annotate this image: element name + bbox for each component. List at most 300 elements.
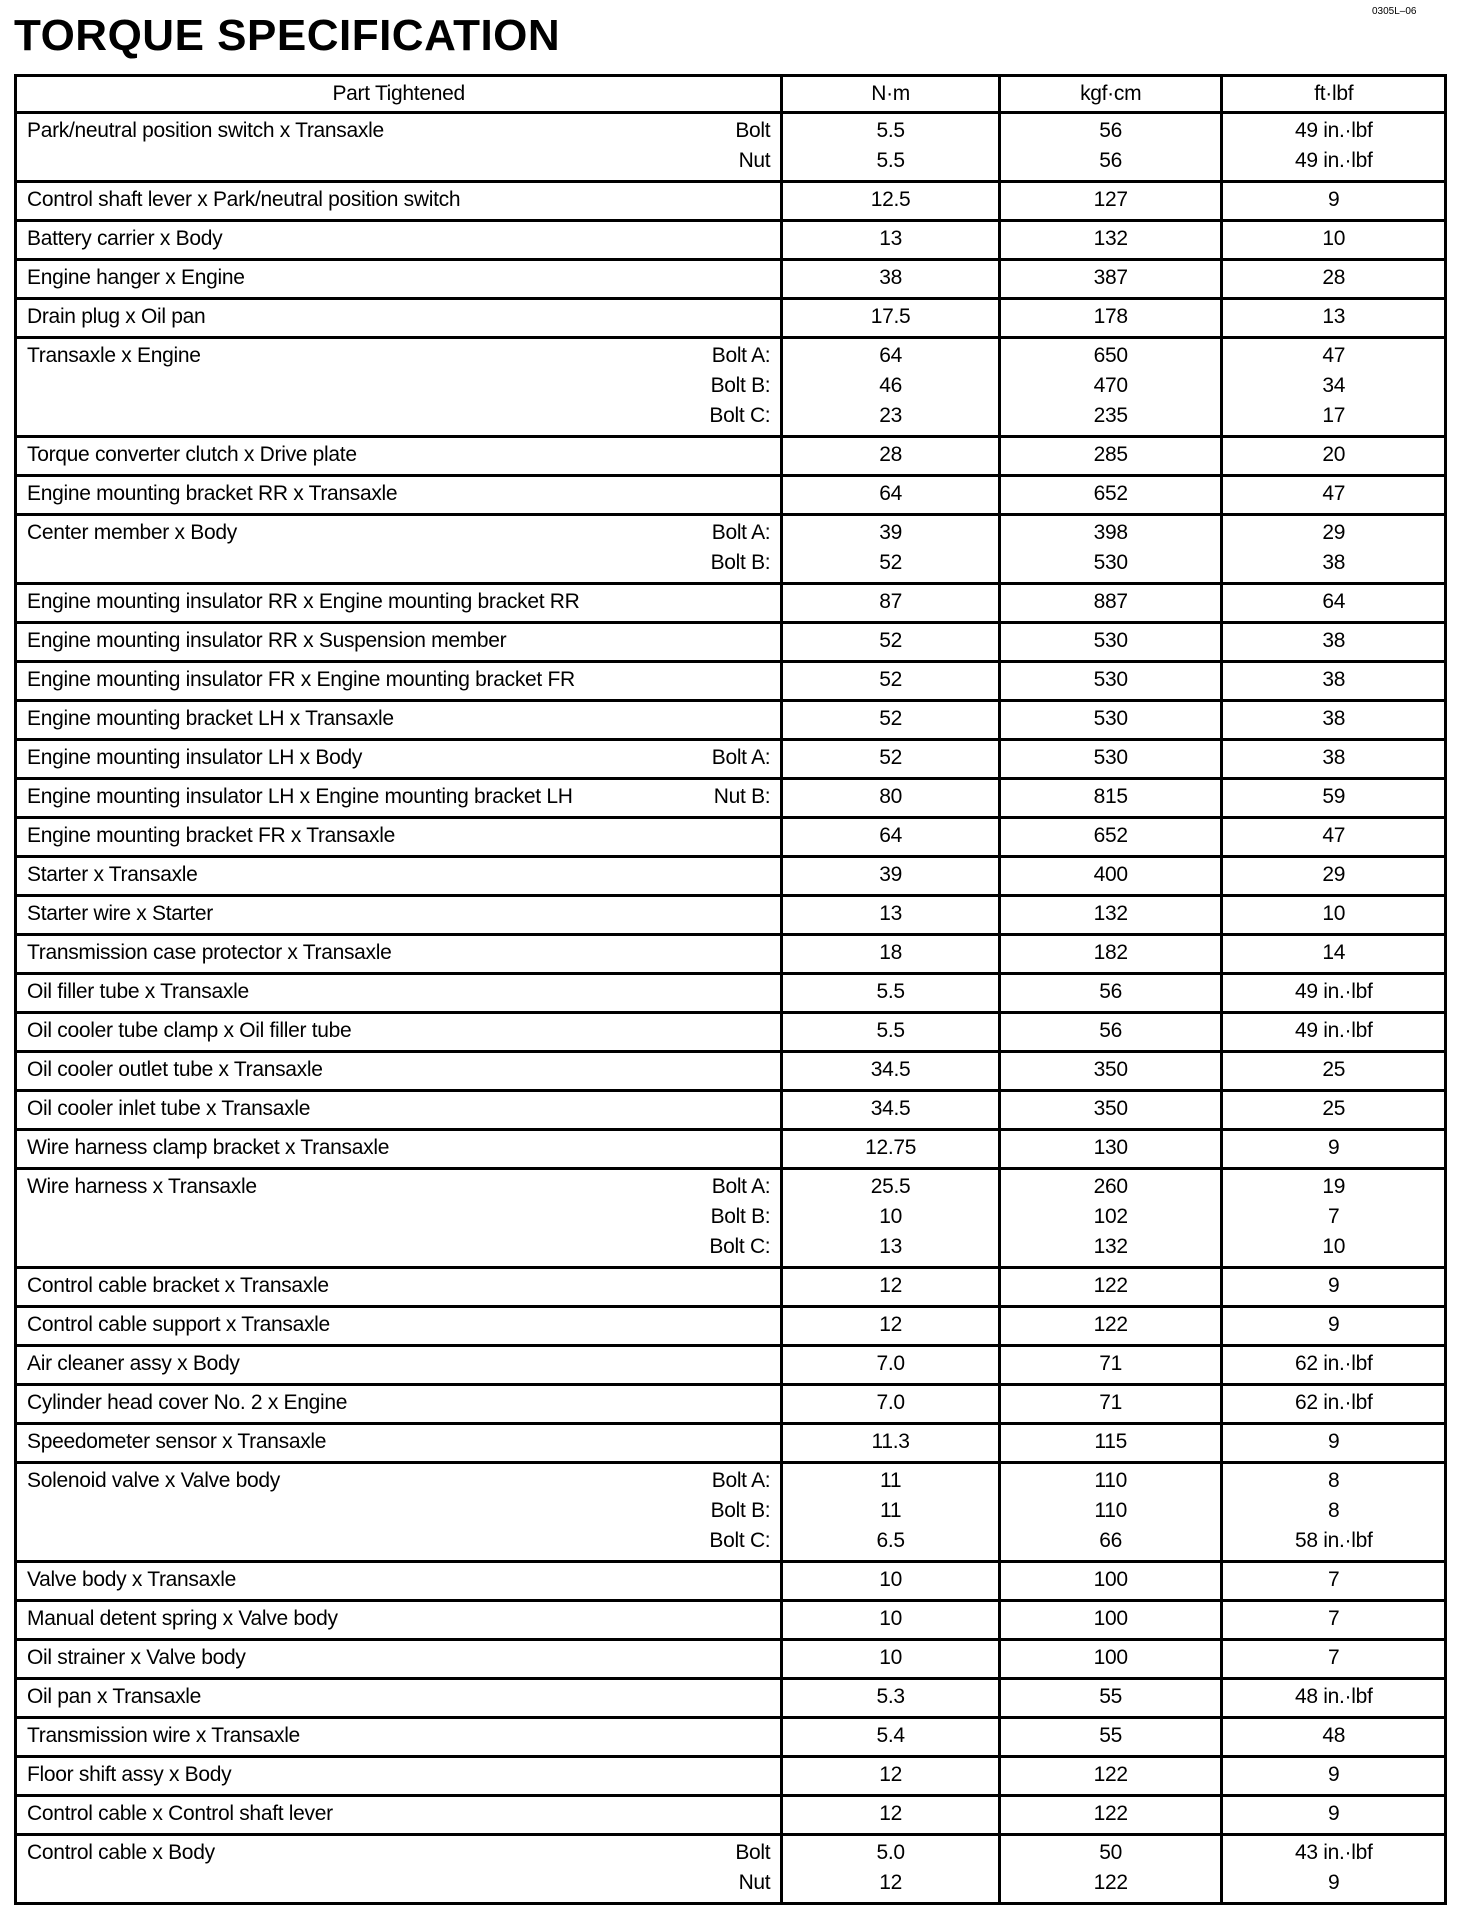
- part-name: Drain plug x Oil pan: [27, 305, 206, 328]
- ft-lbf-value-cell: [1222, 1463, 1446, 1562]
- nm-value: 5.3: [876, 1685, 905, 1708]
- part-tightened-cell: [16, 1463, 782, 1562]
- part-name: Control cable support x Transaxle: [27, 1313, 330, 1336]
- kgf-cm-value: 71: [1099, 1391, 1123, 1414]
- ft-lbf-value: 9: [1328, 1274, 1340, 1297]
- ft-lbf-value-cell: [1222, 1562, 1446, 1601]
- table-row: [16, 182, 1446, 221]
- ft-lbf-value: 9: [1328, 1136, 1340, 1159]
- part-tightened-cell: [16, 113, 782, 182]
- kgf-cm-value-cell: [999, 1268, 1222, 1307]
- kgf-cm-value: 122: [1093, 1871, 1128, 1894]
- kgf-cm-value-cell: [999, 896, 1222, 935]
- table-row: [16, 338, 1446, 437]
- kgf-cm-value-cell: [999, 437, 1222, 476]
- kgf-cm-value-cell: [999, 1130, 1222, 1169]
- kgf-cm-value-cell: [999, 1052, 1222, 1091]
- part-name: Control cable x Control shaft lever: [27, 1802, 333, 1825]
- table-row: [16, 476, 1446, 515]
- fastener-label: Bolt B:: [710, 1205, 771, 1228]
- ft-lbf-value: 9: [1328, 1871, 1340, 1894]
- table-row: [16, 1091, 1446, 1130]
- kgf-cm-value: 650: [1093, 344, 1128, 367]
- nm-value-cell: [782, 299, 1000, 338]
- part-tightened-cell: [16, 260, 782, 299]
- nm-value-cell: [782, 1562, 1000, 1601]
- ft-lbf-value: 29: [1322, 521, 1346, 544]
- ft-lbf-value-cell: [1222, 1052, 1446, 1091]
- nm-value-cell: [782, 662, 1000, 701]
- nm-value-cell: [782, 182, 1000, 221]
- part-tightened-cell: [16, 1346, 782, 1385]
- ft-lbf-value-cell: [1222, 1835, 1446, 1904]
- ft-lbf-value: 49 in.·lbf: [1294, 980, 1373, 1003]
- table-row: [16, 701, 1446, 740]
- ft-lbf-value: 43 in.·lbf: [1294, 1841, 1373, 1864]
- part-tightened-cell: [16, 1679, 782, 1718]
- part-tightened-cell: [16, 662, 782, 701]
- nm-value: 80: [879, 785, 902, 808]
- ft-lbf-value-cell: [1222, 623, 1446, 662]
- table-row: [16, 935, 1446, 974]
- part-tightened-cell: [16, 974, 782, 1013]
- table-row: [16, 1307, 1446, 1346]
- nm-value-cell: [782, 1640, 1000, 1679]
- nm-value-cell: [782, 1835, 1000, 1904]
- fastener-label: Bolt A:: [711, 521, 771, 544]
- kgf-cm-value: 115: [1094, 1430, 1127, 1453]
- ft-lbf-value: 10: [1322, 227, 1346, 250]
- nm-value: 5.0: [876, 1841, 905, 1864]
- ft-lbf-value: 49 in.·lbf: [1294, 119, 1373, 142]
- nm-value: 10: [879, 1607, 902, 1630]
- nm-value: 34.5: [870, 1058, 911, 1081]
- nm-value-cell: [782, 701, 1000, 740]
- ft-lbf-value-cell: [1222, 857, 1446, 896]
- ft-lbf-value: 8: [1328, 1469, 1340, 1492]
- part-tightened-cell: [16, 1169, 782, 1268]
- part-name: Engine mounting insulator FR x Engine mounting bracket FR: [27, 668, 575, 691]
- kgf-cm-value: 182: [1093, 941, 1128, 964]
- fastener-label: Nut B:: [713, 785, 771, 808]
- ft-lbf-value-cell: [1222, 1268, 1446, 1307]
- nm-value: 5.5: [876, 1019, 905, 1042]
- ft-lbf-value-cell: [1222, 299, 1446, 338]
- part-name: Valve body x Transaxle: [27, 1568, 236, 1591]
- fastener-list: [709, 339, 770, 435]
- nm-value-cell: [782, 476, 1000, 515]
- table-row: [16, 1052, 1446, 1091]
- table-row: [16, 1796, 1446, 1835]
- part-tightened-cell: [16, 476, 782, 515]
- nm-value-cell: [782, 1268, 1000, 1307]
- nm-value: 52: [879, 668, 902, 691]
- part-tightened-cell: [16, 515, 782, 584]
- nm-value: 7.0: [876, 1391, 905, 1414]
- fastener-label: Bolt A:: [711, 746, 771, 769]
- nm-value-cell: [782, 260, 1000, 299]
- nm-value: 87: [879, 590, 902, 613]
- kgf-cm-value: 71: [1099, 1352, 1123, 1375]
- ft-lbf-value: 9: [1328, 1430, 1340, 1453]
- kgf-cm-value: 235: [1093, 404, 1128, 427]
- table-row: [16, 779, 1446, 818]
- part-name: Control shaft lever x Park/neutral position switch: [27, 188, 461, 211]
- ft-lbf-value-cell: [1222, 896, 1446, 935]
- ft-lbf-value: 10: [1322, 1235, 1346, 1258]
- part-tightened-cell: [16, 935, 782, 974]
- ft-lbf-value: 14: [1322, 941, 1346, 964]
- kgf-cm-value: 530: [1093, 551, 1128, 574]
- kgf-cm-value-cell: [999, 740, 1222, 779]
- part-name: Park/neutral position switch x Transaxle: [27, 119, 384, 142]
- part-name: Control cable bracket x Transaxle: [27, 1274, 329, 1297]
- table-row: [16, 740, 1446, 779]
- ft-lbf-value: 9: [1328, 188, 1340, 211]
- nm-value: 52: [879, 746, 902, 769]
- kgf-cm-value-cell: [999, 1718, 1222, 1757]
- document-code: 0305L–06: [1372, 6, 1417, 17]
- part-name: Engine mounting bracket LH x Transaxle: [27, 707, 394, 730]
- kgf-cm-value-cell: [999, 476, 1222, 515]
- part-name: Wire harness clamp bracket x Transaxle: [27, 1136, 390, 1159]
- nm-value: 5.5: [876, 980, 905, 1003]
- table-row: [16, 113, 1446, 182]
- nm-value: 25.5: [870, 1175, 911, 1198]
- nm-value: 11: [880, 1499, 902, 1522]
- nm-value: 12: [879, 1274, 902, 1297]
- kgf-cm-value: 110: [1094, 1499, 1127, 1522]
- kgf-cm-value: 56: [1099, 119, 1123, 142]
- nm-value-cell: [782, 857, 1000, 896]
- ft-lbf-value-cell: [1222, 662, 1446, 701]
- nm-value-cell: [782, 221, 1000, 260]
- table-row: [16, 1601, 1446, 1640]
- table-row: [16, 1835, 1446, 1904]
- fastener-label: Nut: [738, 149, 771, 172]
- kgf-cm-value-cell: [999, 1307, 1222, 1346]
- kgf-cm-value-cell: [999, 221, 1222, 260]
- nm-value: 13: [879, 1235, 902, 1258]
- table-row: [16, 1679, 1446, 1718]
- kgf-cm-value-cell: [999, 935, 1222, 974]
- fastener-list: [714, 780, 771, 816]
- ft-lbf-value-cell: [1222, 1346, 1446, 1385]
- nm-value-cell: [782, 1385, 1000, 1424]
- ft-lbf-value: 47: [1322, 824, 1346, 847]
- part-tightened-cell: [16, 818, 782, 857]
- nm-value: 12: [879, 1871, 902, 1894]
- part-tightened-cell: [16, 1385, 782, 1424]
- table-header-row: [16, 76, 1446, 113]
- ft-lbf-value: 59: [1322, 785, 1346, 808]
- kgf-cm-value: 530: [1093, 668, 1128, 691]
- part-tightened-cell: [16, 701, 782, 740]
- ft-lbf-value-cell: [1222, 476, 1446, 515]
- part-tightened-cell: [16, 857, 782, 896]
- part-name: Engine mounting insulator RR x Engine mounting bracket RR: [27, 590, 580, 613]
- nm-value-cell: [782, 1130, 1000, 1169]
- nm-value: 10: [879, 1568, 902, 1591]
- kgf-cm-value: 530: [1093, 746, 1128, 769]
- ft-lbf-value-cell: [1222, 740, 1446, 779]
- nm-value-cell: [782, 623, 1000, 662]
- part-tightened-cell: [16, 1601, 782, 1640]
- ft-lbf-value: 38: [1322, 551, 1346, 574]
- nm-value: 64: [879, 482, 902, 505]
- kgf-cm-value: 260: [1093, 1175, 1128, 1198]
- part-tightened-cell: [16, 896, 782, 935]
- ft-lbf-value-cell: [1222, 1130, 1446, 1169]
- part-tightened-cell: [16, 1757, 782, 1796]
- nm-value-cell: [782, 1718, 1000, 1757]
- nm-value: 52: [879, 551, 902, 574]
- nm-value-cell: [782, 779, 1000, 818]
- nm-value-cell: [782, 437, 1000, 476]
- part-name: Oil cooler inlet tube x Transaxle: [27, 1097, 311, 1120]
- part-tightened-cell: [16, 1268, 782, 1307]
- table-row: [16, 1385, 1446, 1424]
- fastener-label: Nut: [738, 1871, 771, 1894]
- header-kgf-cm: kgf·cm: [999, 76, 1222, 113]
- kgf-cm-value: 122: [1093, 1313, 1128, 1336]
- kgf-cm-value-cell: [999, 1013, 1222, 1052]
- part-name: Transmission case protector x Transaxle: [27, 941, 392, 964]
- ft-lbf-value-cell: [1222, 1385, 1446, 1424]
- part-name: Engine mounting insulator LH x Engine mounting bracket LH: [27, 785, 573, 808]
- nm-value: 17.5: [870, 305, 911, 328]
- kgf-cm-value: 350: [1093, 1097, 1128, 1120]
- nm-value-cell: [782, 1346, 1000, 1385]
- kgf-cm-value: 55: [1099, 1685, 1123, 1708]
- nm-value: 12: [879, 1313, 902, 1336]
- ft-lbf-value: 38: [1322, 629, 1346, 652]
- nm-value: 5.5: [876, 119, 905, 142]
- table-row: [16, 1169, 1446, 1268]
- nm-value-cell: [782, 740, 1000, 779]
- ft-lbf-value: 28: [1322, 266, 1346, 289]
- header-part-tightened: Part Tightened: [16, 76, 782, 113]
- ft-lbf-value-cell: [1222, 1013, 1446, 1052]
- fastener-label: Bolt C:: [709, 1235, 771, 1258]
- kgf-cm-value: 66: [1099, 1529, 1123, 1552]
- part-name: Center member x Body: [27, 521, 237, 544]
- nm-value: 52: [879, 629, 902, 652]
- ft-lbf-value: 19: [1322, 1175, 1346, 1198]
- kgf-cm-value: 56: [1099, 1019, 1123, 1042]
- nm-value-cell: [782, 818, 1000, 857]
- part-name: Speedometer sensor x Transaxle: [27, 1430, 327, 1453]
- table-row: [16, 299, 1446, 338]
- ft-lbf-value-cell: [1222, 701, 1446, 740]
- part-name: Oil filler tube x Transaxle: [27, 980, 249, 1003]
- ft-lbf-value-cell: [1222, 437, 1446, 476]
- fastener-label: Bolt C:: [709, 1529, 771, 1552]
- kgf-cm-value: 530: [1093, 707, 1128, 730]
- kgf-cm-value-cell: [999, 584, 1222, 623]
- table-row: [16, 623, 1446, 662]
- part-tightened-cell: [16, 1562, 782, 1601]
- part-name: Control cable x Body: [27, 1841, 215, 1864]
- nm-value: 46: [879, 374, 902, 397]
- table-row: [16, 1424, 1446, 1463]
- kgf-cm-value: 132: [1093, 1235, 1128, 1258]
- fastener-list: [711, 516, 771, 582]
- fastener-list: [735, 114, 770, 180]
- kgf-cm-value-cell: [999, 779, 1222, 818]
- nm-value: 23: [879, 404, 902, 427]
- part-name: Transmission wire x Transaxle: [27, 1724, 300, 1747]
- kgf-cm-value-cell: [999, 662, 1222, 701]
- kgf-cm-value-cell: [999, 1796, 1222, 1835]
- part-name: Engine mounting insulator RR x Suspension member: [27, 629, 507, 652]
- part-tightened-cell: [16, 338, 782, 437]
- nm-value: 10: [879, 1646, 902, 1669]
- table-row: [16, 1640, 1446, 1679]
- kgf-cm-value: 887: [1093, 590, 1128, 613]
- kgf-cm-value: 530: [1093, 629, 1128, 652]
- table-row: [16, 818, 1446, 857]
- part-name: Oil pan x Transaxle: [27, 1685, 202, 1708]
- part-name: Battery carrier x Body: [27, 227, 223, 250]
- ft-lbf-value: 47: [1322, 482, 1346, 505]
- nm-value: 12.75: [865, 1136, 917, 1159]
- part-name: Engine mounting bracket FR x Transaxle: [27, 824, 395, 847]
- ft-lbf-value-cell: [1222, 338, 1446, 437]
- nm-value-cell: [782, 1757, 1000, 1796]
- kgf-cm-value: 102: [1093, 1205, 1128, 1228]
- ft-lbf-value-cell: [1222, 818, 1446, 857]
- part-name: Starter wire x Starter: [27, 902, 213, 925]
- ft-lbf-value: 62 in.·lbf: [1294, 1391, 1373, 1414]
- nm-value: 6.5: [876, 1529, 905, 1552]
- ft-lbf-value-cell: [1222, 182, 1446, 221]
- fastener-label: Bolt C:: [709, 404, 771, 427]
- ft-lbf-value: 58 in.·lbf: [1294, 1529, 1373, 1552]
- kgf-cm-value-cell: [999, 1424, 1222, 1463]
- ft-lbf-value-cell: [1222, 221, 1446, 260]
- kgf-cm-value: 127: [1093, 188, 1128, 211]
- kgf-cm-value: 350: [1093, 1058, 1128, 1081]
- ft-lbf-value: 48: [1322, 1724, 1346, 1747]
- kgf-cm-value-cell: [999, 1169, 1222, 1268]
- fastener-list: [712, 741, 771, 777]
- ft-lbf-value: 38: [1322, 746, 1346, 769]
- nm-value-cell: [782, 974, 1000, 1013]
- kgf-cm-value: 130: [1093, 1136, 1128, 1159]
- kgf-cm-value-cell: [999, 182, 1222, 221]
- nm-value-cell: [782, 1796, 1000, 1835]
- kgf-cm-value: 50: [1099, 1841, 1123, 1864]
- part-tightened-cell: [16, 1424, 782, 1463]
- ft-lbf-value-cell: [1222, 1601, 1446, 1640]
- nm-value: 18: [879, 941, 902, 964]
- kgf-cm-value-cell: [999, 113, 1222, 182]
- kgf-cm-value: 652: [1093, 824, 1128, 847]
- fastener-label: Bolt: [735, 119, 771, 142]
- kgf-cm-value: 122: [1093, 1763, 1128, 1786]
- ft-lbf-value-cell: [1222, 1091, 1446, 1130]
- ft-lbf-value: 47: [1322, 344, 1346, 367]
- part-tightened-cell: [16, 779, 782, 818]
- part-tightened-cell: [16, 1835, 782, 1904]
- table-row: [16, 1268, 1446, 1307]
- kgf-cm-value-cell: [999, 1601, 1222, 1640]
- fastener-label: Bolt B:: [710, 1499, 771, 1522]
- kgf-cm-value: 122: [1093, 1274, 1128, 1297]
- part-tightened-cell: [16, 1052, 782, 1091]
- nm-value: 7.0: [876, 1352, 905, 1375]
- ft-lbf-value: 25: [1322, 1058, 1346, 1081]
- kgf-cm-value: 122: [1093, 1802, 1128, 1825]
- ft-lbf-value-cell: [1222, 1679, 1446, 1718]
- part-tightened-cell: [16, 740, 782, 779]
- ft-lbf-value-cell: [1222, 1169, 1446, 1268]
- table-row: [16, 662, 1446, 701]
- nm-value-cell: [782, 896, 1000, 935]
- torque-spec-table: [14, 74, 1447, 1905]
- page-title: TORQUE SPECIFICATION: [14, 11, 561, 60]
- part-tightened-cell: [16, 1013, 782, 1052]
- part-name: Engine mounting insulator LH x Body: [27, 746, 363, 769]
- ft-lbf-value: 25: [1322, 1097, 1346, 1120]
- fastener-label: Bolt A:: [711, 1175, 771, 1198]
- fastener-list: [709, 1170, 770, 1266]
- part-name: Floor shift assy x Body: [27, 1763, 232, 1786]
- kgf-cm-value-cell: [999, 974, 1222, 1013]
- kgf-cm-value-cell: [999, 857, 1222, 896]
- nm-value-cell: [782, 338, 1000, 437]
- ft-lbf-value: 8: [1328, 1499, 1340, 1522]
- fastener-label: Bolt: [735, 1841, 771, 1864]
- fastener-label: Bolt A:: [711, 344, 771, 367]
- kgf-cm-value-cell: [999, 623, 1222, 662]
- ft-lbf-value: 29: [1322, 863, 1346, 886]
- kgf-cm-value-cell: [999, 1463, 1222, 1562]
- table-row: [16, 260, 1446, 299]
- ft-lbf-value: 62 in.·lbf: [1294, 1352, 1373, 1375]
- part-tightened-cell: [16, 1307, 782, 1346]
- kgf-cm-value-cell: [999, 1679, 1222, 1718]
- nm-value-cell: [782, 1052, 1000, 1091]
- table-row: [16, 515, 1446, 584]
- table-body: [16, 113, 1446, 1904]
- kgf-cm-value: 100: [1093, 1568, 1128, 1591]
- kgf-cm-value: 55: [1099, 1724, 1123, 1747]
- ft-lbf-value-cell: [1222, 515, 1446, 584]
- ft-lbf-value-cell: [1222, 1640, 1446, 1679]
- fastener-label: Bolt A:: [711, 1469, 771, 1492]
- kgf-cm-value-cell: [999, 1757, 1222, 1796]
- kgf-cm-value: 56: [1099, 980, 1123, 1003]
- nm-value: 5.5: [876, 149, 905, 172]
- table-row: [16, 974, 1446, 1013]
- nm-value: 12: [879, 1763, 902, 1786]
- part-name: Starter x Transaxle: [27, 863, 198, 886]
- nm-value-cell: [782, 1091, 1000, 1130]
- nm-value-cell: [782, 1463, 1000, 1562]
- ft-lbf-value: 48 in.·lbf: [1294, 1685, 1373, 1708]
- ft-lbf-value: 10: [1322, 902, 1346, 925]
- kgf-cm-value-cell: [999, 1835, 1222, 1904]
- nm-value: 64: [879, 824, 902, 847]
- table-row: [16, 437, 1446, 476]
- table-row: [16, 857, 1446, 896]
- nm-value: 11: [880, 1469, 902, 1492]
- ft-lbf-value: 38: [1322, 707, 1346, 730]
- ft-lbf-value: 49 in.·lbf: [1294, 149, 1373, 172]
- nm-value: 12.5: [870, 188, 911, 211]
